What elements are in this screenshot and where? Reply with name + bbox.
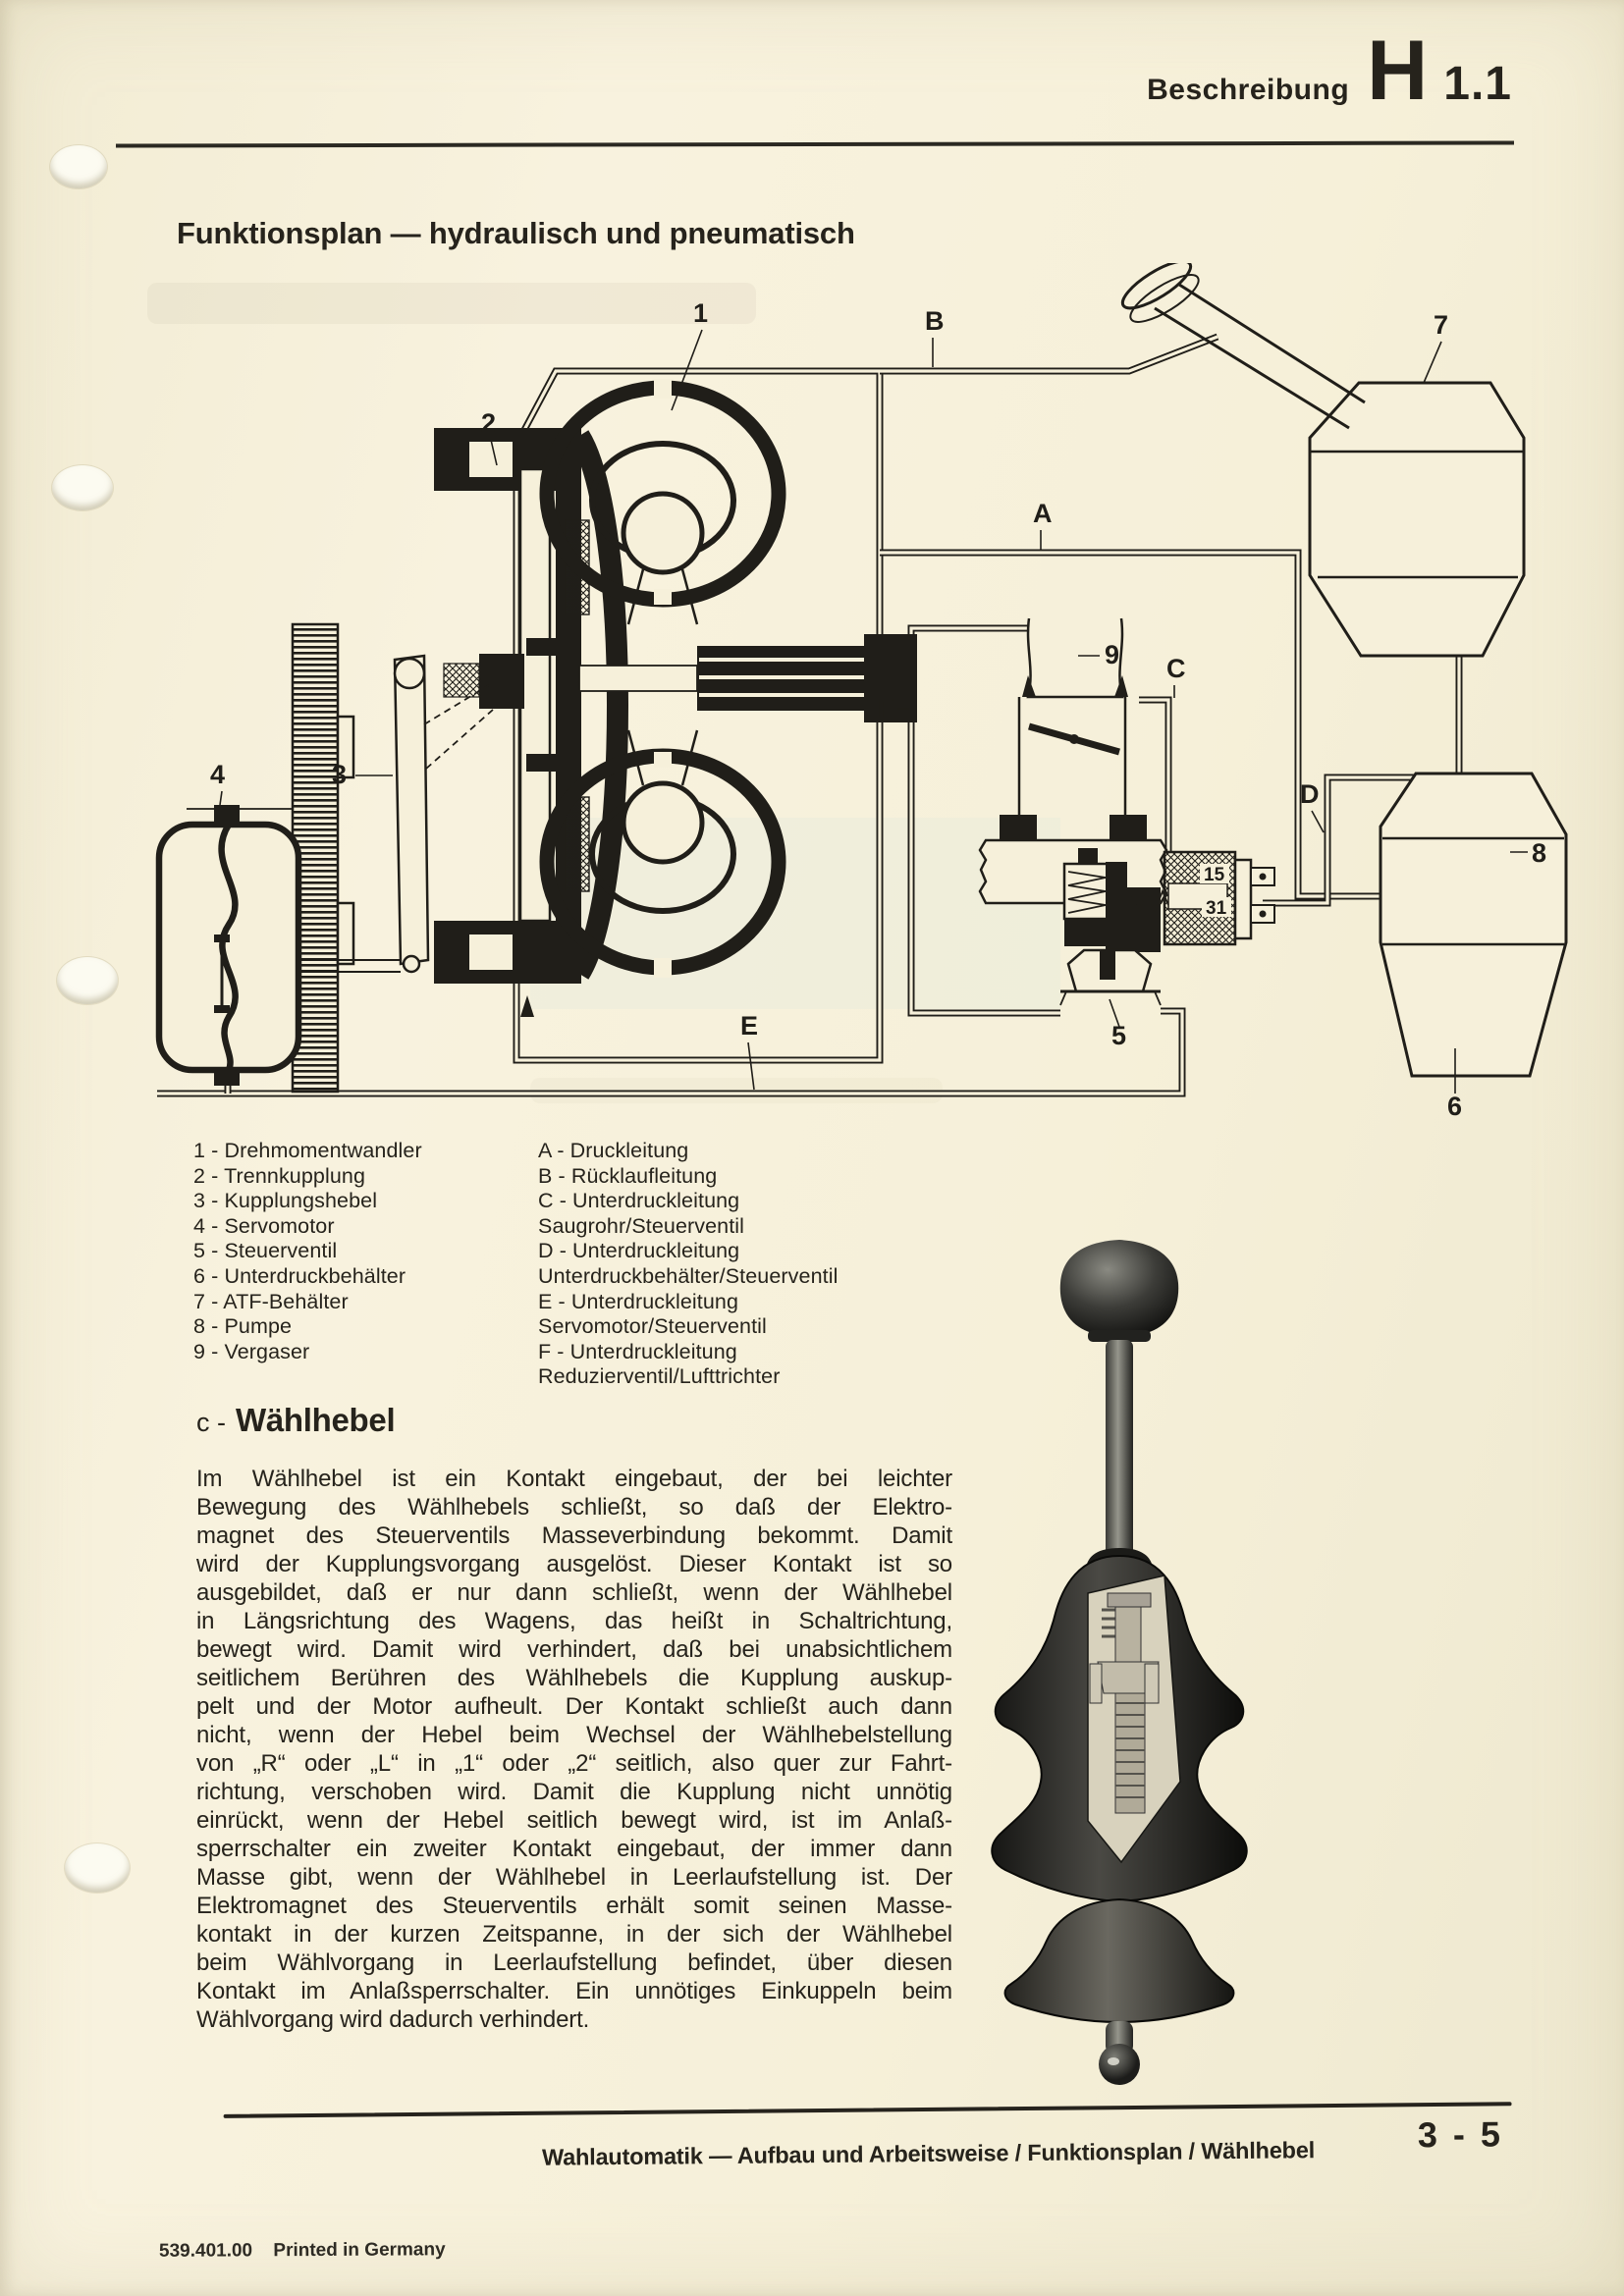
header-label: Beschreibung <box>1147 74 1350 106</box>
legend-part-item: 3 - Kupplungshebel <box>193 1189 378 1213</box>
body-line: wird der Kupplungsvorgang ausgelöst. Dieser Kontakt ist so <box>196 1551 952 1577</box>
footer-breadcrumb: Wahlautomatik — Aufbau und Arbeitsweise / Funktionsplan / Wählhebel <box>541 2137 1316 2170</box>
body-line: Elektromagnet des Steuerventils erhält somit seinen Masse- <box>196 1893 952 1919</box>
diagram-label-C: C <box>1166 654 1186 683</box>
vacuum-tank <box>1380 774 1566 1076</box>
body-line: Im Wählhebel ist ein Kontakt eingebaut, der bei leichter <box>196 1466 952 1492</box>
section-body <box>196 1465 952 2034</box>
legend-part-item: 9 - Vergaser <box>193 1339 310 1363</box>
carburetor <box>980 618 1166 903</box>
terminal-31-label: 31 <box>1206 898 1227 919</box>
diagram-label-F: F <box>878 693 894 722</box>
legend-part-item: 6 - Unterdruckbehälter <box>193 1263 406 1288</box>
legend-lines-column <box>538 1139 970 1390</box>
legend-line-item: F - Unterdruckleitung <box>538 1339 737 1363</box>
print-code: 539.401.00 <box>158 2240 253 2262</box>
body-line: beim Wählvorgang in Leerlaufstellung befindet, über diesen <box>196 1949 952 1976</box>
page-header <box>1001 24 1512 118</box>
lever-base <box>1005 1899 1234 2085</box>
legend-part-item: 8 - Pumpe <box>193 1314 293 1339</box>
legend-part-item: 5 - Steuerventil <box>193 1239 338 1263</box>
body-line: kontakt in der kurzen Zeitspanne, in der sich der Wählhebel <box>196 1921 952 1948</box>
legend-line-item: C - Unterdruckleitung <box>538 1189 740 1213</box>
diagram-label-5: 5 <box>1111 1021 1127 1050</box>
body-line: einrückt, wenn der Hebel seitlich bewegt wird, ist im Anlaß- <box>196 1807 952 1834</box>
servomotor <box>159 805 298 1086</box>
header-rule <box>116 141 1514 147</box>
legend-line-item: B - Rücklaufleitung <box>538 1163 718 1188</box>
body-line: Masse gibt, wenn der Wählhebel in Leerlaufstellung ist. Der <box>196 1864 952 1891</box>
diagram-label-2: 2 <box>481 408 497 438</box>
legend-part-item: 1 - Drehmomentwandler <box>193 1139 422 1162</box>
diagram-label-B: B <box>925 306 945 336</box>
legend-line-item: D - Unterdruckleitung <box>538 1239 740 1263</box>
legend-parts-column <box>193 1139 537 1364</box>
legend-part-item: 4 - Servomotor <box>193 1213 335 1238</box>
terminal-15-label: 15 <box>1204 865 1225 885</box>
diagram-label-A: A <box>1033 499 1053 528</box>
diagram-label-1: 1 <box>693 298 709 328</box>
steuerventil <box>1060 848 1274 1005</box>
lever-knob <box>1060 1240 1178 1342</box>
body-line: Bewegung des Wählhebels schließt, so daß der Elektro- <box>196 1494 952 1521</box>
body-line: Wählvorgang wird dadurch verhindert. <box>196 2006 590 2033</box>
body-line: magnet des Steuerventils Masseverbindung bekommt. Damit <box>196 1522 952 1549</box>
diagram-label-4: 4 <box>210 760 226 789</box>
lever-boot <box>992 1548 1246 1901</box>
waehlhebel-photo <box>972 1232 1267 2096</box>
legend-line-item: A - Druckleitung <box>538 1139 689 1162</box>
print-note: Printed in Germany <box>273 2239 446 2262</box>
legend-part-item: 7 - ATF-Behälter <box>193 1289 349 1313</box>
diagram-label-8: 8 <box>1532 838 1547 868</box>
hydraulic-pneumatic-schematic <box>88 263 1600 1147</box>
punch-hole <box>65 1843 130 1893</box>
legend-line-item: Reduzierventil/Lufttrichter <box>538 1364 781 1389</box>
body-line: sperrschalter ein zweiter Kontakt eingebaut, der immer dann <box>196 1836 952 1862</box>
section-heading <box>196 1402 395 1439</box>
body-line: in Längsrichtung des Wagens, das heißt in Schaltrichtung, <box>196 1608 952 1634</box>
body-line: seitlichem Berühren des Wählhebels die Kupplung auskup- <box>196 1665 952 1691</box>
body-line: ausgebildet, daß er nur dann schließt, wenn der Wählhebel <box>196 1579 952 1606</box>
punch-hole <box>50 145 107 188</box>
atf-tank <box>1116 263 1524 656</box>
section-heading-prefix: c - <box>196 1408 226 1437</box>
diagram-label-9: 9 <box>1105 640 1120 669</box>
body-line: von „R“ oder „L“ in „1“ oder „2“ seitlich, also quer zur Fahrt- <box>196 1750 952 1777</box>
body-line: nicht, wenn der Hebel beim Wechsel der Wählhebelstellung <box>196 1722 952 1748</box>
print-imprint <box>159 2239 461 2263</box>
footer-rule <box>224 2102 1512 2118</box>
diagram-label-E: E <box>740 1011 759 1041</box>
diagram-label-3: 3 <box>332 760 348 789</box>
legend-line-item: E - Unterdruckleitung <box>538 1289 739 1313</box>
header-section-letter: H <box>1367 24 1427 118</box>
lever-shaft <box>1106 1340 1133 1564</box>
diagram-label-D: D <box>1300 779 1320 809</box>
body-line: richtung, verschoben wird. Damit die Kupplung nicht unnötig <box>196 1779 952 1805</box>
page-title: Funktionsplan — hydraulisch und pneumatisch <box>177 216 855 250</box>
legend-line-item: Servomotor/Steuerventil <box>538 1314 767 1339</box>
diagram-label-7: 7 <box>1434 310 1449 340</box>
footer-page-number: 3 - 5 <box>1417 2113 1504 2156</box>
legend-line-item: Unterdruckbehälter/Steuerventil <box>538 1263 839 1288</box>
clutch-assembly <box>434 428 618 1017</box>
body-line: pelt und der Motor aufheult. Der Kontakt schließt auch dann <box>196 1693 952 1720</box>
header-section-number: 1.1 <box>1443 58 1512 110</box>
body-line: bewegt wird. Damit wird verhindert, daß bei unabsichtlichem <box>196 1636 952 1663</box>
body-line: Kontakt im Anlaßsperrschalter. Ein unnötiges Einkuppeln beim <box>196 1978 952 2004</box>
legend-part-item: 2 - Trennkupplung <box>193 1163 366 1188</box>
diagram-label-6: 6 <box>1447 1092 1463 1121</box>
section-heading-text: Wählhebel <box>236 1402 396 1438</box>
legend-line-item: Saugrohr/Steuerventil <box>538 1213 745 1238</box>
page-footer <box>137 2102 1513 2203</box>
